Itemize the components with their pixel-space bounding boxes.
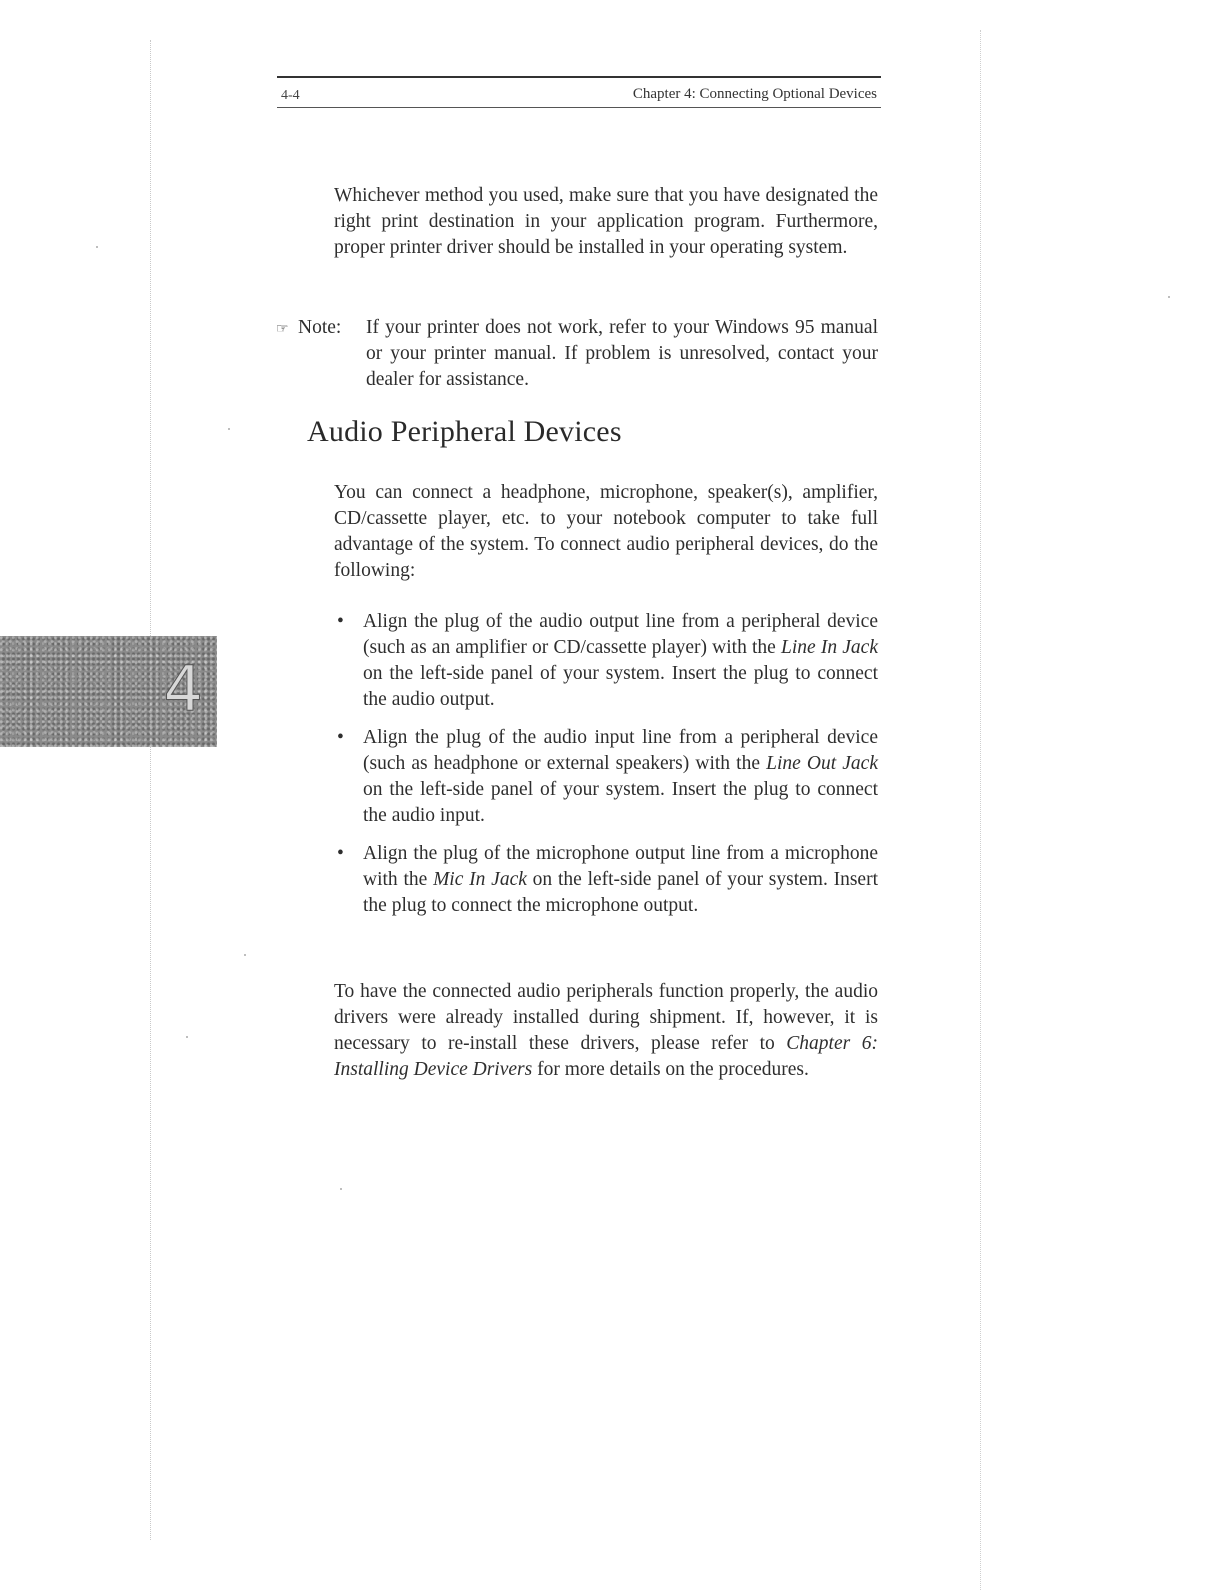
pointing-hand-icon: ☞ [276,322,289,337]
scan-speck [186,1036,188,1038]
bullet-emphasis: Mic In Jack [433,869,527,890]
list-item [334,725,878,829]
bullet-text: Align the plug of the audio output line from a peripheral device (such as an amplifier or CD/cassette player) with the [363,611,878,658]
chapter-number: 4 [163,652,203,725]
section-heading: Audio Peripheral Devices [307,415,622,448]
bullet-text: on the left-side panel of your system. Insert the plug to connect the microphone output. [363,869,879,916]
scan-speck [1168,296,1170,298]
note-block [276,315,878,390]
page-header [277,76,881,108]
bullet-text: on the left-side panel of your system. Insert the plug to connect the audio output. [363,663,878,710]
bullet-text: on the left-side panel of your system. Insert the plug to connect the audio input. [363,779,878,826]
paragraph-audio-intro: You can connect a headphone, microphone, speaker(s), amplifier, CD/cassette player, etc. to your notebook computer to take full advantage of the system. To connect audio peripheral devices, do the following: [334,482,878,581]
paragraph-print-destination: Whichever method you used, make sure that you have designated the right print destination in your application program. Furthermore, proper printer driver should be installed in your operating system. [334,185,878,258]
scan-edge-left [150,40,151,1540]
list-item [334,609,878,713]
bullet-emphasis: Line In Jack [781,637,878,658]
scan-speck [340,1188,342,1190]
chapter-tab [0,636,217,747]
note-label: Note: [298,317,342,338]
bullet-icon: • [337,611,344,632]
note-text: If your printer does not work, refer to your Windows 95 manual or your printer manual. If problem is unresolved, contact your dealer for assistance. [366,317,878,390]
paragraph-text: To have the connected audio peripherals function properly, the audio drivers were already installed during shipment. If, however, it is necessary to re-install these drivers, please refer to [334,981,878,1054]
bullet-emphasis: Line Out Jack [766,753,878,774]
bullet-list [334,609,878,931]
scan-speck [96,246,98,248]
scan-edge-right [980,30,981,1590]
bullet-icon: • [337,727,344,748]
scan-speck [244,954,246,956]
bullet-text: Align the plug of the audio input line from a peripheral device (such as headphone or external speakers) with the [363,727,878,774]
bullet-text: Align the plug of the microphone output line from a microphone with the [363,843,878,890]
chapter-reference: Chapter 6: Installing Device Drivers [334,1033,878,1080]
paragraph-text: for more details on the procedures. [532,1059,809,1080]
bullet-icon: • [337,843,344,864]
list-item [334,841,878,919]
scan-speck [228,428,230,430]
page-number: 4-4 [281,88,300,103]
paragraph-audio-drivers [334,979,878,1083]
running-head: Chapter 4: Connecting Optional Devices [632,86,877,102]
